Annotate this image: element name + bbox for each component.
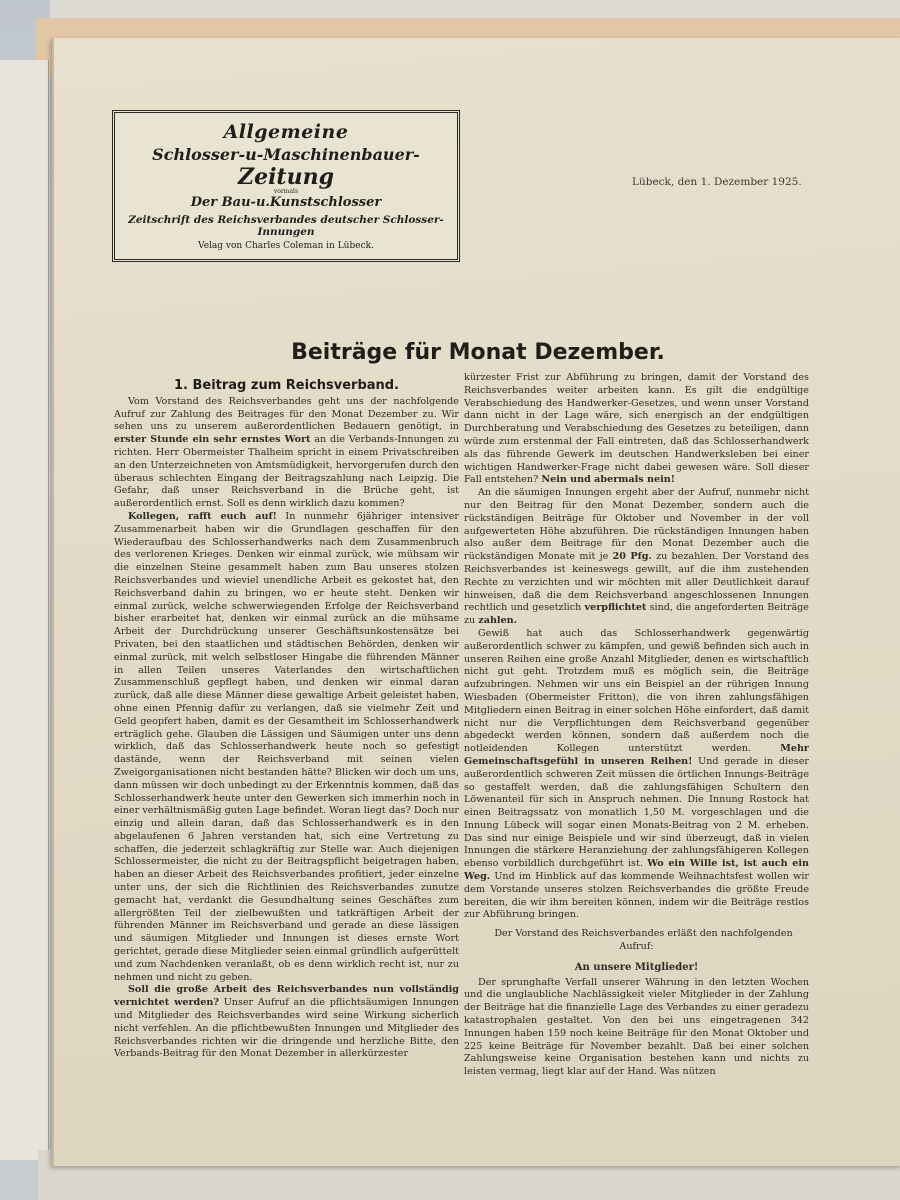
left-p3-bold: Soll die große Arbeit des Reichsverbandes nun vollständig vernichtet werden? <box>114 984 459 1009</box>
right-p3-rest2: Und im Hinblick auf das kommende Weihnachtsfest wollen wir dem Vorstande unseres stolzen Reichsverbandes die größte Freude bereiten, die wir ihm bereiten können, indem wir die Beiträge restlos zur Abführung bringen. <box>464 871 809 921</box>
right-p1-text: kürzester Frist zur Abführung zu bringen, damit der Vorstand des Reichsverbandes weiter arbeiten kann. Es gilt die endgültige Verabschiedung des Handwerker-Gesetzes, und wenn unser Vorstand dann nicht in der Lage wäre, sich energisch an der endgültigen Durchberatung und Verabschiedung des Gesetzes zu beteiligen, dann würde zum erstenmal der Fall eintreten, daß das Schlosserhandwerk als das führende Gewerk im deutschen Handwerksleben bei einer wichtigen Handwerker-Frage nicht dabei gewesen wäre. Soll dieser Fall entstehen? <box>464 372 809 486</box>
masthead-line6: Zeitschrift des Reichsverbandes deutscher Schlosser-Innungen <box>128 214 444 238</box>
right-p2-rest2: sind, die angeforderten Beiträge zu <box>464 602 809 627</box>
left-p2-bold: Kollegen, rafft euch auf! <box>128 510 277 522</box>
left-p1-text: Vom Vorstand des Reichsverbandes geht uns der nachfolgende Aufruf zur Zahlung des Beitrages für den Monat Dezember zu. Wir sehen uns zu unserem außerordentlichen Bedauern genötigt, in <box>114 395 459 433</box>
left-p3-text: Unser Aufruf an die pflichtsäumigen Innungen und Mitglieder des Reichsverbandes wird seine Wirkung sicherlich nicht verfehlen. An die pflichtbewußten Innungen und Mitglieder des Reichsverbandes richten wir die dringende und herzliche Bitte, den Verbands-Beitrag für den Monat Dezember in allerkürzester <box>114 997 459 1060</box>
right-column <box>464 372 809 1079</box>
right-paragraph-2 <box>464 487 809 628</box>
dateline: Lübeck, den 1. Dezember 1925. <box>632 176 802 188</box>
right-p3-bold: Mehr Gemeinschaftsgefühl in unseren Reihen! <box>464 743 809 767</box>
right-paragraph-4: Der Vorstand des Reichsverbandes erläßt den nachfolgenden Aufruf: <box>494 928 793 953</box>
right-p3-bold2: Wo ein Wille ist, ist auch ein Weg. <box>464 858 809 883</box>
left-p1-bold: erster Stunde ein sehr ernstes Wort <box>114 434 311 446</box>
left-column <box>114 380 459 1061</box>
right-p1-bold: Nein und abermals nein! <box>541 474 675 486</box>
right-p3-text: Gewiß hat auch das Schlosserhandwerk gegenwärtig außerordentlich schwer zu kämpfen, und gewiß befinden sich auch in unseren Reihen eine große Anzahl Mitglieder, denen es wirtschaftlich nicht gut geht. Trotzdem muß es möglich sein, die Beiträge aufzubringen. Nehmen wir uns ein Beispiel an der rührigen Innung Wiesbaden (Obermeister Fritton), die von ihren zahlungsfähigen Mitgliedern einen Beitrag in einer solchen Höhe einfordert, daß damit nicht nur die Verpflichtungen dem Reichsverband gegenüber abgedeckt werden können, sondern daß außerdem noch die notleidenden Kollegen unterstützt werden. <box>464 627 809 755</box>
headline: Beiträge für Monat Dezember. <box>291 340 665 365</box>
newspaper-page <box>52 38 900 1166</box>
left-paragraph-2 <box>114 511 459 984</box>
masthead-line1: Allgemeine <box>223 121 349 143</box>
right-paragraph-3 <box>464 628 809 922</box>
left-p2-text: In nunmehr 6jähriger intensiver Zusammenarbeit haben wir die Grundlagen geschaffen für den Wiederaufbau des Schlosserhandwerks nach dem Zusammenbruch des verlorenen Krieges. Denken wir einmal zurück, wie mühsam wir die einzelnen Steine gesammelt haben zum Bau unseres stolzen Reichsverbandes und wieviel unendliche Arbeit es gekostet hat, den Reichsverband dahin zu bringen, wo er heute steht. Denken wir einmal zurück, welche schwerwiegenden Erfolge der Reichsverband bisher erarbeitet hat, denken wir einmal zurück an die mühsame Arbeit der Durchdrückung unserer Geschäftsunkostensätze bei Privaten, bei den staatlichen und städtischen Behörden, denken wir einmal zurück, mit welch selbstloser Hingabe die führenden Männer in allen Teilen unseres Vaterlandes den wirtschaftlichen Zusammenschluß gepflegt haben, und denken wir einmal daran zurück, daß alle diese Männer diese gewaltige Arbeit geleistet haben, ohne einen Pfennig dafür zu verlangen, daß sie vielmehr Zeit und Geld geopfert haben, damit es der Gesamtheit im Schlosserhandwerk erträglich gehe. Glauben die Lässigen und Säumigen unter uns denn wirklich, daß das Schlosserhandwerk heute noch so gefestigt dastände, wenn der Reichsverband mit seinen vielen Zweigorganisationen nicht bestanden hätte? Blicken wir doch um uns, dann müssen wir doch unbedingt zu der Erkenntnis kommen, daß das Schlosserhandwerk heute unter den Gewerken sich immerhin noch in einer verhältnismäßig guten Lage befindet. Woran liegt das? Doch nur einzig und allein daran, daß das Schlosserhandwerk es in den abgelaufenen 6 Jahren verstanden hat, sich eine Vertretung zu schaffen, die jederzeit schlagkräftig zur Stelle war. Auch diejenigen Schlossermeister, die nicht zu der Beitragspflicht beigetragen haben, haben an dieser Arbeit des Reichsverbandes profitiert, jeder einzelne unter uns, der sich die Richtlinien des Reichsverbandes zunutze gemacht hat, verdankt die Gesundhaltung seines Geschäftes zum allergrößten Teil der zielbewußten und tatkräftigen Arbeit der führenden Männer im Reichsverband und gerade an diese lässigen und säumigen Mitglieder und Innungen ist dieses ernste Wort gerichtet, gerade diese Mitglieder seien einmal gründlich aufgerüttelt und zum Nachdenken veranlaßt, ob es denn wirklich recht ist, nur zu nehmen und nicht zu geben. <box>114 510 459 983</box>
left-paragraph-3 <box>114 984 459 1061</box>
masthead-line5: Der Bau-u.Kunstschlosser <box>190 195 382 210</box>
right-paragraph-5: Der sprunghafte Verfall unserer Währung in den letzten Wochen und die unglaubliche Nachlässigkeit vieler Mitglieder in der Zahlung der Beiträge hat die finanzielle Lage des Verbandes zu einer geradezu katastrophalen gestaltet. Von den bei uns eingetragenen 342 Innungen haben 159 noch keine Beiträge für den Monat Oktober und 225 keine Beiträge für November bezahlt. Daß bei einer solchen Zahlungsweise keine Organisation bestehen kann und nichts zu leisten vermag, liegt klar auf der Hand. Was nützen <box>464 976 809 1078</box>
left-subhead: 1. Beitrag zum Reichsverband. <box>173 378 400 393</box>
masthead-line3: Zeitung <box>238 164 334 190</box>
right-p2-bold3: zahlen. <box>478 615 517 627</box>
left-p1-rest: an die Verbands-Innungen zu richten. Herr Obermeister Thalheim spricht in einem Privatschreiben an den Unterzeichneten von Amtsmüdigkeit, hervorgerufen durch den überaus schlechten Eingang der Beitragszahlung nach Leipzig. Die Gefahr, daß unser Reichsverband in die Brüche geht, ist außerordentlich ernst. Soll es denn wirklich dazu kommen? <box>114 434 459 510</box>
right-paragraph-1 <box>464 372 809 487</box>
right-p3-rest: Und gerade in dieser außerordentlich schweren Zeit müssen die örtlichen Innungs-Beiträge so gestaffelt werden, daß die zahlungsfähigen Schultern den Löwenanteil für sich in Anspruch nehmen. Die Innung Rostock hat einen Beitragssatz von monatlich 1,50 M. vorgeschlagen und die Innung Lübeck will sogar einen Monats-Beitrag von 2 M. erheben. Das sind nur einige Beispiele und wir sind überzeugt, daß in vielen Innungen die stärkere Heranziehung der zahlungsfähigeren Kollegen ebenso vorbildlich durchgeführt ist. <box>464 755 809 870</box>
right-p2-bold2: verpflichtet <box>584 602 647 614</box>
masthead-publisher: Velag von Charles Coleman in Lübeck. <box>198 241 374 251</box>
right-section-head: An unsere Mitglieder! <box>574 961 699 973</box>
background-paper-left <box>0 60 49 1160</box>
masthead-line4: vormals <box>273 188 299 195</box>
right-p2-bold: 20 Pfg. <box>612 551 652 563</box>
right-p2-text: An die säumigen Innungen ergeht aber der Aufruf, nunmehr nicht nur den Beitrag für den Monat Dezember, sondern auch die rückständigen Beiträge für Oktober und November in der voll aufgewerteten Höhe abzuführen. Die rückständigen Innungen haben also außer dem Beitrage für den Monat Dezember auch die rückständigen Monate mit je <box>464 487 809 563</box>
left-paragraph-1 <box>114 396 459 511</box>
right-p2-rest: zu bezahlen. Der Vorstand des Reichsverbandes ist keineswegs gewillt, auf die ihm zustehenden Rechte zu verzichten und wir möchten mit aller Deutlichkeit darauf hinweisen, daß die dem Reichsverband angeschlossenen Innungen rechtlich und gesetzlich <box>464 551 809 614</box>
masthead-line2: Schlosser-u-Maschinenbauer- <box>152 145 420 164</box>
masthead <box>112 110 460 262</box>
